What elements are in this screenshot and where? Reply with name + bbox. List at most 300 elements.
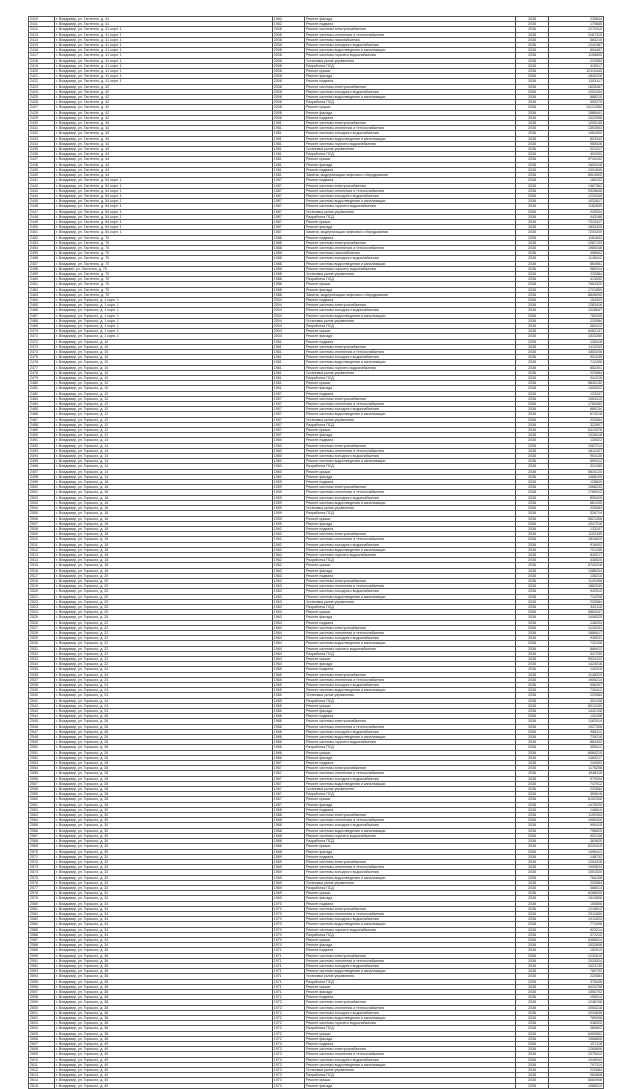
address-cell: г. Владимир, ул. Горького, д. 36 xyxy=(55,958,273,963)
build-year-cell: 1971 xyxy=(272,963,304,968)
work-type-cell: Ремонт системы водоотведения и канализации xyxy=(305,875,516,880)
build-year-cell: 1967 xyxy=(272,776,304,781)
build-year-cell: 1959 xyxy=(272,485,304,490)
period-cell: 2036 xyxy=(516,173,548,178)
cost-cell: 5521406 xyxy=(548,516,603,521)
cost-cell: 1326418 xyxy=(548,433,603,438)
period-cell: 2036 xyxy=(516,271,548,276)
address-cell: г. Владимир, ул. Горького, д. 10 xyxy=(55,350,273,355)
build-year-cell: 1959 xyxy=(272,506,304,511)
row-number-cell: 2566 xyxy=(29,828,55,833)
row-number-cell: 2613 xyxy=(29,1073,55,1078)
address-cell: г. Владимир, ул. Гастелло, д. 54 корп. 1 xyxy=(55,193,273,198)
cost-cell: 918402 xyxy=(548,542,603,547)
row-number-cell: 2523 xyxy=(29,604,55,609)
work-type-cell: Ремонт подвала xyxy=(305,235,516,240)
cost-cell: 797314 xyxy=(548,1062,603,1067)
row-number-cell: 2460 xyxy=(29,277,55,282)
cost-cell: 1927306 xyxy=(548,724,603,729)
row-number-cell: 2514 xyxy=(29,558,55,563)
address-cell: г. Владимир, ул. Горького, д. 20 xyxy=(55,604,273,609)
address-cell: г. Владимир, ул. Горького, д. 34 xyxy=(55,943,273,948)
address-cell: г. Владимир, ул. Горького, д. 1 корп. 1 xyxy=(55,297,273,302)
work-type-cell: Разработка ПСД xyxy=(305,698,516,703)
address-cell: г. Владимир, ул. Горького, д. 30 xyxy=(55,839,273,844)
build-year-cell: 1961 xyxy=(272,360,304,365)
row-number-cell: 2431 xyxy=(29,126,55,131)
row-number-cell: 2583 xyxy=(29,917,55,922)
row-number-cell: 2612 xyxy=(29,1068,55,1073)
cost-cell: 1812437 xyxy=(548,448,603,453)
row-number-cell: 2577 xyxy=(29,885,55,890)
row-number-cell: 2606 xyxy=(29,1036,55,1041)
build-year-cell: 1957 xyxy=(272,417,304,422)
period-cell: 2036 xyxy=(516,958,548,963)
build-year-cell: 1966 xyxy=(272,755,304,760)
cost-cell: 990415 xyxy=(548,823,603,828)
work-type-cell: Ремонт фасада xyxy=(305,662,516,667)
row-number-cell: 2413 xyxy=(29,32,55,37)
work-type-cell: Ремонт системы отопления и теплоснабжения xyxy=(305,126,516,131)
cost-cell: 1467362 xyxy=(548,183,603,188)
row-number-cell: 2449 xyxy=(29,219,55,224)
row-number-cell: 2603 xyxy=(29,1021,55,1026)
period-cell: 2036 xyxy=(516,787,548,792)
row-number-cell: 2582 xyxy=(29,911,55,916)
period-cell: 2036 xyxy=(516,703,548,708)
row-number-cell: 2590 xyxy=(29,953,55,958)
address-cell: г. Владимир, ул. Гастелло, д. 54 корп. 1 xyxy=(55,183,273,188)
build-year-cell: 1988 xyxy=(272,256,304,261)
work-type-cell: Ремонт фасада xyxy=(305,802,516,807)
table-row xyxy=(29,1083,604,1088)
cost-cell: 2011830 xyxy=(548,911,603,916)
cost-cell: 780702 xyxy=(548,969,603,974)
build-year-cell: 1988 xyxy=(272,292,304,297)
build-year-cell: 2008 xyxy=(272,43,304,48)
work-type-cell: Ремонт крыши xyxy=(305,891,516,896)
work-type-cell: Ремонт системы горячего водоснабжения xyxy=(305,141,516,146)
period-cell: 2036 xyxy=(516,350,548,355)
build-year-cell: 1961 xyxy=(272,344,304,349)
period-cell: 2036 xyxy=(516,115,548,120)
build-year-cell: 1973 xyxy=(272,1057,304,1062)
row-number-cell: 2436 xyxy=(29,152,55,157)
build-year-cell: 1961 xyxy=(272,386,304,391)
cost-cell: 1392553 xyxy=(548,126,603,131)
period-cell: 2036 xyxy=(516,303,548,308)
build-year-cell: 1966 xyxy=(272,724,304,729)
period-cell: 2036 xyxy=(516,1062,548,1067)
period-cell: 2036 xyxy=(516,1083,548,1088)
work-type-cell: Ремонт крыши xyxy=(305,656,516,661)
period-cell: 2036 xyxy=(516,865,548,870)
period-cell: 2036 xyxy=(516,121,548,126)
build-year-cell: 1988 xyxy=(272,235,304,240)
row-number-cell: 2614 xyxy=(29,1078,55,1083)
build-year-cell: 1962 xyxy=(272,558,304,563)
work-type-cell: Ремонт фасада xyxy=(305,110,516,115)
build-year-cell: 1959 xyxy=(272,516,304,521)
row-number-cell: 2595 xyxy=(29,979,55,984)
period-cell: 2036 xyxy=(516,755,548,760)
row-number-cell: 2499 xyxy=(29,480,55,485)
work-type-cell: Ремонт системы электроснабжения xyxy=(305,240,516,245)
row-number-cell: 2519 xyxy=(29,584,55,589)
period-cell: 2036 xyxy=(516,1047,548,1052)
row-number-cell: 2567 xyxy=(29,833,55,838)
period-cell: 2036 xyxy=(516,714,548,719)
build-year-cell: 1970 xyxy=(272,943,304,948)
cost-cell: 1218512 xyxy=(548,906,603,911)
row-number-cell: 2597 xyxy=(29,989,55,994)
work-type-cell: Ремонт системы холодного водоснабжения xyxy=(305,43,516,48)
period-cell: 2036 xyxy=(516,1026,548,1031)
work-type-cell: Ремонт фасада xyxy=(305,474,516,479)
build-year-cell: 1968 xyxy=(272,813,304,818)
address-cell: г. Владимир, ул. Горького, д. 20 xyxy=(55,578,273,583)
row-number-cell: 2576 xyxy=(29,880,55,885)
address-cell: г. Владимир, ул. Горького, д. 32 xyxy=(55,870,273,875)
address-cell: г. Владимир, ул. Горького, д. 26 xyxy=(55,714,273,719)
work-type-cell: Ремонт подвала xyxy=(305,339,516,344)
address-cell: г. Владимир, ул. Гастелло, д. 70 xyxy=(55,256,273,261)
period-cell: 2036 xyxy=(516,1005,548,1010)
build-year-cell: 1965 xyxy=(272,688,304,693)
work-type-cell: Установка узлов управления xyxy=(305,506,516,511)
cost-cell: 674218 xyxy=(548,412,603,417)
build-year-cell: 1959 xyxy=(272,521,304,526)
work-type-cell: Ремонт системы горячего водоснабжения xyxy=(305,927,516,932)
period-cell: 2036 xyxy=(516,615,548,620)
address-cell: г. Владимир, ул. Гастелло, д. 42 xyxy=(55,100,273,105)
row-number-cell: 2563 xyxy=(29,813,55,818)
address-cell: г. Владимир, ул. Горького, д. 16 xyxy=(55,485,273,490)
period-cell: 2036 xyxy=(516,407,548,412)
cost-cell: 904135 xyxy=(548,454,603,459)
build-year-cell: 1969 xyxy=(272,891,304,896)
address-cell: г. Владимир, ул. Горького, д. 1 корп. 1 xyxy=(55,329,273,334)
work-type-cell: Ремонт системы электроснабжения xyxy=(305,953,516,958)
cost-cell: 135418 xyxy=(548,339,603,344)
row-number-cell: 2578 xyxy=(29,891,55,896)
work-type-cell: Ремонт крыши xyxy=(305,428,516,433)
address-cell: г. Владимир, ул. Горького, д. 40 xyxy=(55,1042,273,1047)
period-cell: 2036 xyxy=(516,261,548,266)
address-cell: г. Владимир, ул. Горького, д. 1 корп. 1 xyxy=(55,318,273,323)
cost-cell: 2054218 xyxy=(548,1005,603,1010)
build-year-cell: 1963 xyxy=(272,615,304,620)
row-number-cell: 2434 xyxy=(29,141,55,146)
work-type-cell: Ремонт подвала xyxy=(305,807,516,812)
address-cell: г. Владимир, ул. Горького, д. 14 xyxy=(55,448,273,453)
build-year-cell: 1987 xyxy=(272,230,304,235)
cost-cell: 931245 xyxy=(548,355,603,360)
period-cell: 2036 xyxy=(516,724,548,729)
work-type-cell: Ремонт подвала xyxy=(305,995,516,1000)
work-type-cell: Ремонт системы отопления и теплоснабжения xyxy=(305,350,516,355)
work-type-cell: Ремонт системы горячего водоснабжения xyxy=(305,740,516,745)
cost-cell: 413530 xyxy=(548,277,603,282)
period-cell: 2036 xyxy=(516,287,548,292)
cost-cell: 155014 xyxy=(548,995,603,1000)
period-cell: 2036 xyxy=(516,620,548,625)
row-number-cell: 2555 xyxy=(29,771,55,776)
work-type-cell: Разработка ПСД xyxy=(305,792,516,797)
build-year-cell: 1982 xyxy=(272,17,304,22)
period-cell: 2036 xyxy=(516,209,548,214)
period-cell: 2036 xyxy=(516,896,548,901)
build-year-cell: 1966 xyxy=(272,750,304,755)
address-cell: г. Владимир, ул. Гастелло, д. 44 xyxy=(55,147,273,152)
work-type-cell: Ремонт системы электроснабжения xyxy=(305,625,516,630)
period-cell: 2036 xyxy=(516,802,548,807)
period-cell: 2036 xyxy=(516,729,548,734)
work-type-cell: Ремонт системы электроснабжения xyxy=(305,578,516,583)
period-cell: 2036 xyxy=(516,750,548,755)
address-cell: г. Владимир, ул. Горького, д. 30 xyxy=(55,833,273,838)
cost-cell: 376406 xyxy=(548,979,603,984)
address-cell: г. Владимир, ул. Горького, д. 16 xyxy=(55,490,273,495)
cost-cell: 864551 xyxy=(548,261,603,266)
row-number-cell: 2608 xyxy=(29,1047,55,1052)
build-year-cell: 1970 xyxy=(272,917,304,922)
work-type-cell: Ремонт фасада xyxy=(305,1036,516,1041)
work-type-cell: Установка узлов управления xyxy=(305,370,516,375)
cost-cell: 221017 xyxy=(548,147,603,152)
cost-cell: 7310417 xyxy=(548,219,603,224)
cost-cell: 384808 xyxy=(548,1073,603,1078)
cost-cell: 443188 xyxy=(548,214,603,219)
address-cell: г. Владимир, ул. Горького, д. 36 xyxy=(55,948,273,953)
period-cell: 2036 xyxy=(516,906,548,911)
address-cell: г. Владимир, ул. Горького, д. 26 xyxy=(55,724,273,729)
work-type-cell: Разработка ПСД xyxy=(305,323,516,328)
period-cell: 2036 xyxy=(516,604,548,609)
work-type-cell: Ремонт системы отопления и теплоснабжения xyxy=(305,1052,516,1057)
address-cell: г. Владимир, ул. Горького, д. 10 xyxy=(55,355,273,360)
row-number-cell: 2442 xyxy=(29,183,55,188)
row-number-cell: 2591 xyxy=(29,958,55,963)
period-cell: 2036 xyxy=(516,776,548,781)
cost-cell: 368014 xyxy=(548,885,603,890)
row-number-cell: 2459 xyxy=(29,271,55,276)
address-cell: г. Владимир, ул. Гастелло, д. 42 xyxy=(55,110,273,115)
period-cell: 2036 xyxy=(516,745,548,750)
build-year-cell: 1965 xyxy=(272,698,304,703)
address-cell: г. Владимир, ул. Горького, д. 20 xyxy=(55,589,273,594)
build-year-cell: 1964 xyxy=(272,646,304,651)
cost-cell: 764108 xyxy=(548,875,603,880)
address-cell: г. Владимир, ул. Горького, д. 26 xyxy=(55,729,273,734)
cost-cell: 714208 xyxy=(548,594,603,599)
build-year-cell: 1967 xyxy=(272,781,304,786)
address-cell: г. Владимир, ул. Горького, д. 22 xyxy=(55,620,273,625)
cost-cell: 980314 xyxy=(548,266,603,271)
address-cell: г. Владимир, ул. Гастелло, д. 41 корп. 1 xyxy=(55,69,273,74)
period-cell: 2036 xyxy=(516,641,548,646)
address-cell: г. Владимир, ул. Горького, д. 36 xyxy=(55,963,273,968)
cost-cell: 390270 xyxy=(548,100,603,105)
build-year-cell: 1987 xyxy=(272,209,304,214)
work-type-cell: Ремонт системы отопления и теплоснабжения xyxy=(305,245,516,250)
work-type-cell: Ремонт системы горячего водоснабжения xyxy=(305,53,516,58)
work-type-cell: Ремонт крыши xyxy=(305,750,516,755)
work-type-cell: Ремонт системы горячего водоснабжения xyxy=(305,646,516,651)
address-cell: г. Владимир, ул. Горького, д. 26 xyxy=(55,745,273,750)
address-cell: г. Владимир, ул. Горького, д. 22 xyxy=(55,636,273,641)
work-type-cell: Ремонт системы электроснабжения xyxy=(305,532,516,537)
work-type-cell: Ремонт системы горячего водоснабжения xyxy=(305,204,516,209)
work-type-cell: Ремонт фасада xyxy=(305,74,516,79)
row-number-cell: 2581 xyxy=(29,906,55,911)
row-number-cell: 2502 xyxy=(29,495,55,500)
build-year-cell: 1973 xyxy=(272,1078,304,1083)
build-year-cell: 1967 xyxy=(272,766,304,771)
cost-cell: 6845000 xyxy=(548,292,603,297)
row-number-cell: 2498 xyxy=(29,474,55,479)
period-cell: 2036 xyxy=(516,511,548,516)
row-number-cell: 2511 xyxy=(29,542,55,547)
work-type-cell: Ремонт подвала xyxy=(305,438,516,443)
cost-cell: 884302 xyxy=(548,740,603,745)
work-type-cell: Ремонт системы холодного водоснабжения xyxy=(305,89,516,94)
build-year-cell: 1971 xyxy=(272,974,304,979)
period-cell: 2036 xyxy=(516,537,548,542)
work-type-cell: Разработка ПСД xyxy=(305,651,516,656)
work-type-cell: Ремонт крыши xyxy=(305,797,516,802)
build-year-cell: 1970 xyxy=(272,937,304,942)
period-cell: 2036 xyxy=(516,433,548,438)
build-year-cell: 1962 xyxy=(272,568,304,573)
address-cell: г. Владимир, ул. Горького, д. 34 xyxy=(55,937,273,942)
row-number-cell: 2482 xyxy=(29,391,55,396)
period-cell: 2036 xyxy=(516,297,548,302)
build-year-cell: 1963 xyxy=(272,573,304,578)
cost-cell: 1886417 xyxy=(548,630,603,635)
cost-cell: 1408325 xyxy=(548,615,603,620)
row-number-cell: 2430 xyxy=(29,121,55,126)
row-number-cell: 2454 xyxy=(29,245,55,250)
row-number-cell: 2416 xyxy=(29,48,55,53)
build-year-cell: 2004 xyxy=(272,318,304,323)
work-type-cell: Разработка ПСД xyxy=(305,1073,516,1078)
row-number-cell: 2536 xyxy=(29,672,55,677)
period-cell: 2036 xyxy=(516,625,548,630)
address-cell: г. Владимир, ул. Горького, д. 1 корп. 1 xyxy=(55,303,273,308)
build-year-cell: 1961 xyxy=(272,339,304,344)
build-year-cell: 1969 xyxy=(272,865,304,870)
work-type-cell: Ремонт системы электроснабжения xyxy=(305,766,516,771)
cost-cell: 126840 xyxy=(548,480,603,485)
cost-cell: 380602 xyxy=(548,1026,603,1031)
row-number-cell: 2586 xyxy=(29,932,55,937)
build-year-cell: 1968 xyxy=(272,844,304,849)
cost-cell: 372210 xyxy=(548,932,603,937)
work-type-cell: Разработка ПСД xyxy=(305,511,516,516)
cost-cell: 1533260 xyxy=(548,334,603,339)
work-type-cell: Ремонт фасада xyxy=(305,225,516,230)
cost-cell: 146610 xyxy=(548,807,603,812)
cost-cell: 1347216 xyxy=(548,521,603,526)
build-year-cell: 2008 xyxy=(272,32,304,37)
row-number-cell: 2428 xyxy=(29,110,55,115)
address-cell: г. Владимир, ул. Гастелло, д. 44 xyxy=(55,141,273,146)
build-year-cell: 2004 xyxy=(272,303,304,308)
address-cell: г. Владимир, ул. Горького, д. 1 корп. 1 xyxy=(55,323,273,328)
cost-cell: 1023730 xyxy=(548,963,603,968)
build-year-cell: 1961 xyxy=(272,376,304,381)
address-cell: г. Владимир, ул. Горького, д. 22 xyxy=(55,646,273,651)
cost-cell: 220584 xyxy=(548,417,603,422)
build-year-cell: 1971 xyxy=(272,948,304,953)
cost-cell: 1120456 xyxy=(548,578,603,583)
row-number-cell: 2530 xyxy=(29,641,55,646)
row-number-cell: 2585 xyxy=(29,927,55,932)
work-type-cell: Замена, модернизация лифтового оборудования xyxy=(305,173,516,178)
period-cell: 2036 xyxy=(516,969,548,974)
cost-cell: 1108835 xyxy=(548,53,603,58)
build-year-cell: 1964 xyxy=(272,656,304,661)
cost-cell: 739218 xyxy=(548,735,603,740)
address-cell: г. Владимир, ул. Горького, д. 40 xyxy=(55,1078,273,1083)
row-number-cell: 2489 xyxy=(29,428,55,433)
work-type-cell: Ремонт системы отопления и теплоснабжения xyxy=(305,630,516,635)
row-number-cell: 2433 xyxy=(29,136,55,141)
cost-cell: 902108 xyxy=(548,833,603,838)
cost-cell: 6424708 xyxy=(548,984,603,989)
work-type-cell: Ремонт системы водоотведения и канализации xyxy=(305,500,516,505)
build-year-cell: 1988 xyxy=(272,277,304,282)
row-number-cell: 2553 xyxy=(29,761,55,766)
work-type-cell: Разработка ПСД xyxy=(305,422,516,427)
row-number-cell: 2568 xyxy=(29,839,55,844)
cost-cell: 154302 xyxy=(548,297,603,302)
period-cell: 2036 xyxy=(516,662,548,667)
cost-cell: 6084215 xyxy=(548,750,603,755)
row-number-cell: 2414 xyxy=(29,37,55,42)
row-number-cell: 2456 xyxy=(29,256,55,261)
cost-cell: 148702 xyxy=(548,854,603,859)
row-number-cell: 2504 xyxy=(29,506,55,511)
cost-cell: 336520 xyxy=(548,558,603,563)
build-year-cell: 1966 xyxy=(272,719,304,724)
work-type-cell: Ремонт крыши xyxy=(305,157,516,162)
address-cell: г. Владимир, ул. Горького, д. 40 xyxy=(55,1057,273,1062)
period-cell: 2036 xyxy=(516,547,548,552)
period-cell: 2036 xyxy=(516,402,548,407)
work-type-cell: Ремонт крыши xyxy=(305,984,516,989)
row-number-cell: 2485 xyxy=(29,407,55,412)
period-cell: 2036 xyxy=(516,1073,548,1078)
address-cell: г. Владимир, ул. Гастелло, д. 44 xyxy=(55,126,273,131)
address-cell: г. Владимир, ул. Горького, д. 26 xyxy=(55,755,273,760)
work-type-cell: Установка узлов управления xyxy=(305,58,516,63)
address-cell: г. Владимир, ул. Горького, д. 40 xyxy=(55,1068,273,1073)
address-cell: г. Владимир, ул. Горького, д. 16 xyxy=(55,480,273,485)
address-cell: г. Владимир, ул. Горького, д. 26 xyxy=(55,719,273,724)
work-type-cell: Ремонт крыши xyxy=(305,469,516,474)
period-cell: 2036 xyxy=(516,74,548,79)
build-year-cell: 1962 xyxy=(272,547,304,552)
cost-cell: 359618 xyxy=(548,792,603,797)
row-number-cell: 2518 xyxy=(29,578,55,583)
address-cell: г. Владимир, ул. Горького, д. 26 xyxy=(55,735,273,740)
cost-cell: 144502 xyxy=(548,761,603,766)
work-type-cell: Ремонт системы электроснабжения xyxy=(305,485,516,490)
cost-cell: 1905214 xyxy=(548,677,603,682)
period-cell: 2036 xyxy=(516,963,548,968)
